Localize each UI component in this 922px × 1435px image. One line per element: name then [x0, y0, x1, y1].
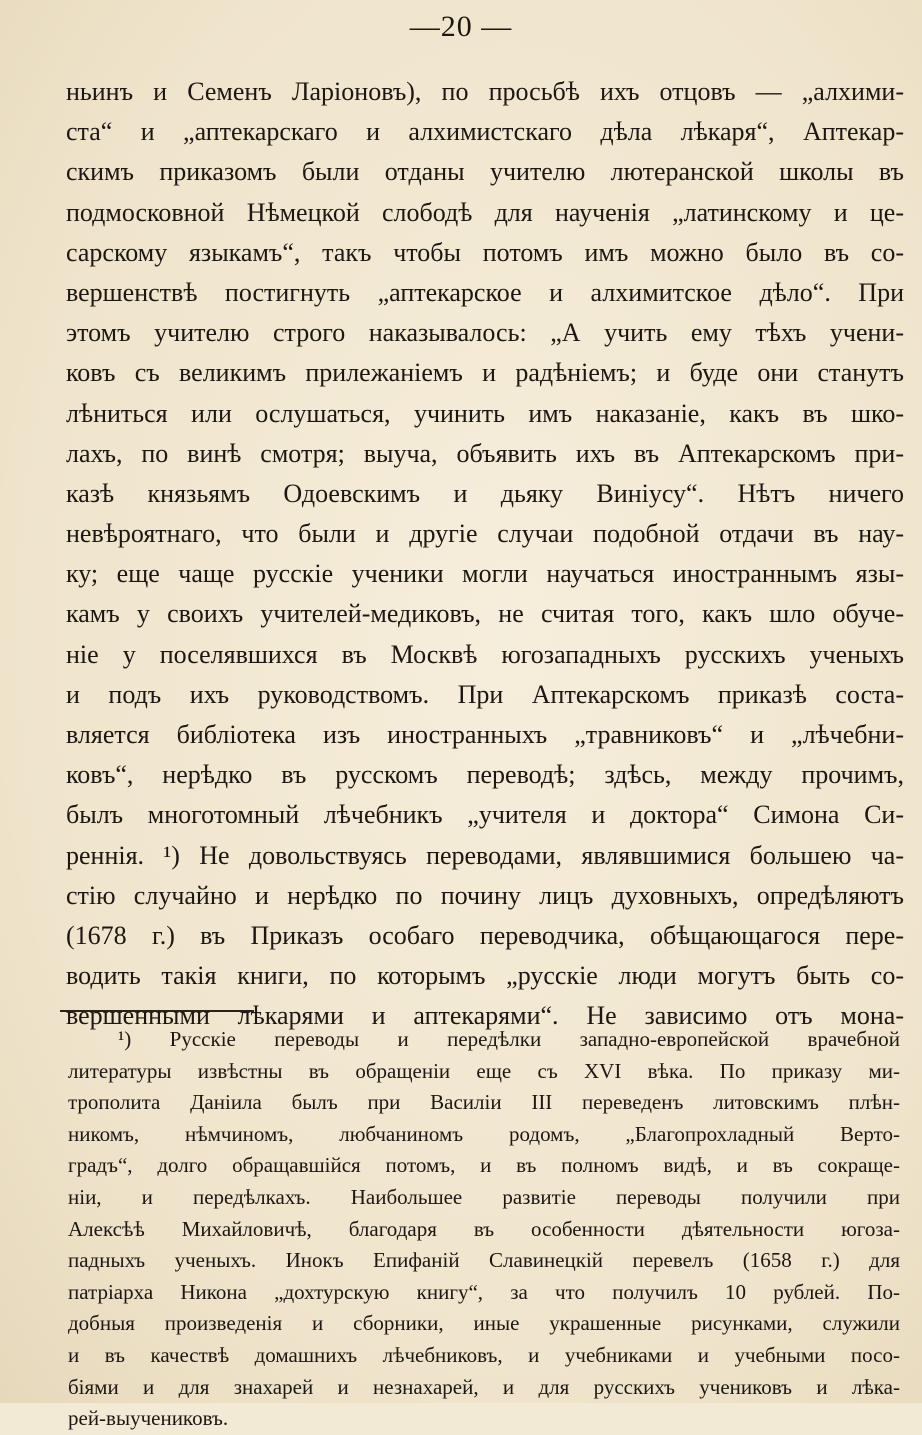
footnote: [68, 1024, 900, 1435]
text-line: казѣ князьямъ Одоевскимъ и дьяку Виніусу“. Нѣтъ ничего: [66, 478, 904, 508]
text-line: камъ у своихъ учителей-медиковъ, не считая того, какъ шло обуче-: [66, 599, 904, 629]
text-line: ніе у поселявшихся въ Москвѣ югозападныхъ русскихъ ученыхъ: [66, 639, 904, 669]
text-line: лѣниться или ослушаться, учинить имъ наказаніе, какъ въ шко-: [66, 398, 904, 428]
footnote-line: ніи, и передѣлкахъ. Наибольшее развитіе переводы получили при: [68, 1184, 900, 1209]
footnote-line: рей-выучениковъ.: [68, 1406, 229, 1431]
text-line: водить такія книги, по которымъ „русскіе люди могутъ быть со-: [66, 961, 904, 991]
footnote-line: литературы извѣстны въ обращеніи еще съ XVI вѣка. По приказу ми-: [68, 1058, 900, 1083]
text-line: сарскому языкамъ“, такъ чтобы потомъ имъ можно было въ со-: [66, 237, 904, 267]
footnote-line: никомъ, нѣмчиномъ, любчаниномъ родомъ, „Благопрохладный Верто-: [68, 1121, 900, 1146]
text-line: ковъ съ великимъ прилежаніемъ и радѣніемъ; и буде они станутъ: [66, 358, 904, 388]
text-line: вляется библіотека изъ иностранныхъ „травниковъ“ и „лѣчебни-: [66, 720, 904, 749]
footnote-line: и въ качествѣ домашнихъ лѣчебниковъ, и учебниками и учебными посо-: [68, 1342, 900, 1367]
text-line: лахъ, по винѣ смотря; выуча, объявить ихъ въ Аптекарскомъ при-: [66, 438, 904, 468]
text-line: вершенными лѣкарями и аптекарями“. Не зависимо отъ мона-: [66, 1001, 904, 1031]
text-line: скимъ приказомъ были отданы учителю лютеранской школы въ: [66, 157, 904, 187]
page-number: —20 —: [409, 10, 513, 43]
footnote-line: градъ“, долго обращавшійся потомъ, и въ полномъ видѣ, и въ сокраще-: [68, 1153, 900, 1178]
text-line: ньинъ и Семенъ Ларіоновъ), по просьбѣ ихъ отцовъ — „алхими-: [66, 77, 904, 106]
text-line: реннія. ¹) Не довольствуясь переводами, являвшимися большею ча-: [66, 840, 904, 870]
text-line: этомъ учителю строго наказывалось: „А учить ему тѣхъ учени-: [66, 318, 904, 348]
footnote-line: добныя произведенія и сборники, иные украшенные рисунками, служили: [68, 1311, 900, 1336]
text-line: и подъ ихъ руководствомъ. При Аптекарскомъ приказѣ соста-: [66, 679, 904, 709]
text-line: ку; еще чаще русскіе ученики могли научаться иностраннымъ язы-: [66, 559, 904, 589]
footnote-line: ¹) Русскіе переводы и передѣлки западно-европейской врачебной: [118, 1027, 900, 1051]
footnote-line: трополита Даніила былъ при Василіи III переведенъ литовскимъ плѣн-: [68, 1090, 900, 1115]
footnote-line: падныхъ ученыхъ. Инокъ Епифаній Славинецкій перевелъ (1658 г.) для: [68, 1248, 900, 1273]
footnote-line: біями и для знахарей и незнахарей, и для русскихъ учениковъ и лѣка-: [68, 1374, 900, 1399]
text-line: подмосковной Нѣмецкой слободѣ для наученія „латинскому и це-: [66, 197, 904, 227]
footnote-divider: [60, 1010, 254, 1012]
text-line: стію случайно и нерѣдко по почину лицъ духовныхъ, опредѣляютъ: [66, 880, 904, 910]
text-line: невѣроятнаго, что были и другіе случаи подобной отдачи въ нау-: [66, 519, 904, 549]
text-line: (1678 г.) въ Приказъ особаго переводчика, обѣщающагося пере-: [66, 920, 904, 950]
text-line: ста“ и „аптекарскаго и алхимистскаго дѣла лѣкаря“, Аптекар-: [66, 117, 904, 147]
main-text: [66, 72, 904, 1037]
text-line: ковъ“, нерѣдко въ русскомъ переводѣ; здѣсь, между прочимъ,: [66, 760, 904, 790]
text-line: вершенствѣ постигнуть „аптекарское и алхимитское дѣло“. При: [66, 277, 904, 307]
footnote-line: Алексѣѣ Михайловичѣ, благодаря въ особенности дѣятельности югоза-: [68, 1216, 900, 1241]
footnote-line: патріарха Никона „дохтурскую книгу“, за что получилъ 10 рублей. По-: [68, 1279, 900, 1304]
text-line: былъ многотомный лѣчебникъ „учителя и доктора“ Симона Си-: [66, 800, 904, 830]
